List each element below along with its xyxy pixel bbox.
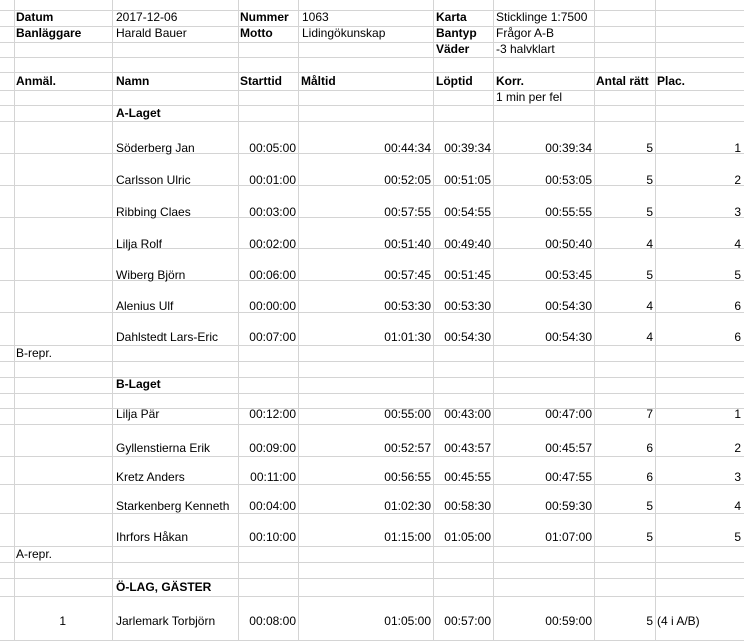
plac-cell[interactable]: 3 bbox=[734, 205, 741, 219]
starttid-cell[interactable]: 00:06:00 bbox=[249, 268, 296, 282]
karta-value[interactable]: Sticklinge 1:7500 bbox=[496, 10, 588, 24]
maltid-cell[interactable]: 00:52:57 bbox=[384, 441, 431, 455]
column-gridline bbox=[298, 0, 299, 640]
starttid-cell[interactable]: 00:08:00 bbox=[249, 614, 296, 628]
row-gridline bbox=[0, 345, 744, 346]
maltid-cell[interactable]: 01:15:00 bbox=[384, 530, 431, 544]
row-gridline bbox=[0, 90, 744, 91]
plac-cell[interactable]: 2 bbox=[734, 441, 741, 455]
section-title[interactable]: Ö-LAG, GÄSTER bbox=[116, 580, 212, 594]
name-cell[interactable]: Dahlstedt Lars-Eric bbox=[116, 330, 219, 344]
plac-cell[interactable]: 1 bbox=[734, 407, 741, 421]
antal-ratt-cell[interactable]: 6 bbox=[646, 441, 653, 455]
row-gridline bbox=[0, 546, 744, 547]
motto-value[interactable]: Lidingökunskap bbox=[302, 26, 386, 40]
loptid-cell[interactable]: 00:54:30 bbox=[444, 330, 491, 344]
name-cell[interactable]: Carlsson Ulric bbox=[116, 173, 191, 187]
starttid-cell[interactable]: 00:11:00 bbox=[250, 470, 296, 484]
name-cell[interactable]: Lilja Rolf bbox=[116, 237, 163, 251]
korr-cell[interactable]: 00:59:00 bbox=[545, 614, 592, 628]
antal-ratt-cell[interactable]: 5 bbox=[646, 499, 653, 513]
section-title[interactable]: B-Laget bbox=[116, 377, 161, 391]
row-gridline bbox=[0, 424, 744, 425]
antal-ratt-cell[interactable]: 4 bbox=[646, 237, 653, 251]
antal-ratt-cell[interactable]: 5 bbox=[646, 141, 653, 155]
name-cell[interactable]: Gyllenstierna Erik bbox=[116, 441, 211, 455]
korr-cell[interactable]: 00:54:30 bbox=[545, 299, 592, 313]
row-gridline bbox=[0, 393, 744, 394]
row-gridline bbox=[0, 57, 744, 58]
row-gridline bbox=[0, 361, 744, 362]
vader-value[interactable]: -3 halvklart bbox=[496, 42, 555, 56]
maltid-cell[interactable]: 00:44:34 bbox=[384, 141, 431, 155]
maltid-cell[interactable]: 00:56:55 bbox=[384, 470, 431, 484]
korr-cell[interactable]: 00:47:55 bbox=[545, 470, 592, 484]
column-gridline bbox=[112, 0, 113, 640]
b-repr-note[interactable]: B-repr. bbox=[16, 346, 53, 360]
antal-ratt-cell[interactable]: 5 bbox=[646, 205, 653, 219]
col-header-anmal[interactable]: Anmäl. bbox=[16, 74, 57, 88]
antal-ratt-cell[interactable]: 5 bbox=[646, 268, 653, 282]
loptid-cell[interactable]: 00:49:40 bbox=[444, 237, 491, 251]
datum-value[interactable]: 2017-12-06 bbox=[116, 10, 178, 24]
maltid-cell[interactable]: 00:57:45 bbox=[384, 268, 431, 282]
name-cell[interactable]: Kretz Anders bbox=[116, 470, 185, 484]
nummer-value[interactable]: 1063 bbox=[302, 10, 329, 24]
loptid-cell[interactable]: 00:54:55 bbox=[444, 205, 491, 219]
column-gridline bbox=[594, 0, 595, 640]
starttid-cell[interactable]: 00:04:00 bbox=[249, 499, 296, 513]
korr-cell[interactable]: 00:55:55 bbox=[545, 205, 592, 219]
anmal-cell[interactable]: 1 bbox=[59, 614, 66, 628]
antal-ratt-cell[interactable]: 5 bbox=[646, 614, 653, 628]
starttid-cell[interactable]: 00:05:00 bbox=[249, 141, 296, 155]
loptid-cell[interactable]: 00:51:45 bbox=[444, 268, 491, 282]
row-gridline bbox=[0, 562, 744, 563]
col-header-namn[interactable]: Namn bbox=[116, 74, 150, 88]
name-cell[interactable]: Wiberg Björn bbox=[116, 268, 186, 282]
plac-cell[interactable]: 5 bbox=[734, 530, 741, 544]
column-gridline bbox=[433, 0, 434, 640]
starttid-cell[interactable]: 00:10:00 bbox=[249, 530, 296, 544]
loptid-cell[interactable]: 01:05:00 bbox=[444, 530, 491, 544]
row-gridline bbox=[0, 578, 744, 579]
row-gridline bbox=[0, 42, 744, 43]
maltid-cell[interactable]: 00:55:00 bbox=[384, 407, 431, 421]
column-gridline bbox=[238, 0, 239, 640]
row-gridline bbox=[0, 484, 744, 485]
name-cell[interactable]: Starkenberg Kenneth bbox=[116, 499, 230, 513]
row-gridline bbox=[0, 72, 744, 73]
korr-cell[interactable]: 00:53:05 bbox=[545, 173, 592, 187]
korr-note[interactable]: 1 min per fel bbox=[496, 90, 563, 104]
name-cell[interactable]: Söderberg Jan bbox=[116, 141, 195, 155]
column-gridline bbox=[655, 0, 656, 640]
plac-cell[interactable]: 6 bbox=[734, 330, 741, 344]
starttid-cell[interactable]: 00:07:00 bbox=[249, 330, 296, 344]
loptid-cell[interactable]: 00:58:30 bbox=[444, 499, 491, 513]
datum-label[interactable]: Datum bbox=[16, 10, 54, 24]
loptid-cell[interactable]: 00:51:05 bbox=[444, 173, 491, 187]
a-repr-note[interactable]: A-repr. bbox=[16, 547, 53, 561]
motto-label[interactable]: Motto bbox=[240, 26, 273, 40]
row-gridline bbox=[0, 105, 744, 106]
maltid-cell[interactable]: 00:52:05 bbox=[384, 173, 431, 187]
loptid-cell[interactable]: 00:57:00 bbox=[444, 614, 491, 628]
starttid-cell[interactable]: 00:03:00 bbox=[249, 205, 296, 219]
col-header-starttid[interactable]: Starttid bbox=[240, 74, 282, 88]
korr-cell[interactable]: 00:39:34 bbox=[545, 141, 592, 155]
maltid-cell[interactable]: 00:51:40 bbox=[384, 237, 431, 251]
loptid-cell[interactable]: 00:39:34 bbox=[444, 141, 491, 155]
korr-cell[interactable]: 00:53:45 bbox=[545, 268, 592, 282]
antal-ratt-cell[interactable]: 7 bbox=[646, 407, 653, 421]
nummer-label[interactable]: Nummer bbox=[240, 10, 289, 24]
row-gridline bbox=[0, 456, 744, 457]
bantyp-value[interactable]: Frågor A-B bbox=[496, 26, 555, 40]
plac-cell[interactable]: 1 bbox=[734, 141, 741, 155]
plac-cell[interactable]: 2 bbox=[734, 173, 741, 187]
antal-ratt-cell[interactable]: 6 bbox=[646, 470, 653, 484]
starttid-cell[interactable]: 00:02:00 bbox=[249, 237, 296, 251]
col-header-antal-ratt[interactable]: Antal rätt bbox=[596, 74, 649, 88]
korr-cell[interactable]: 00:54:30 bbox=[545, 330, 592, 344]
row-gridline bbox=[0, 596, 744, 597]
maltid-cell[interactable]: 01:02:30 bbox=[384, 499, 431, 513]
antal-ratt-cell[interactable]: 5 bbox=[646, 173, 653, 187]
banlaggare-label[interactable]: Banläggare bbox=[16, 26, 82, 40]
maltid-cell[interactable]: 01:01:30 bbox=[384, 330, 431, 344]
maltid-cell[interactable]: 01:05:00 bbox=[384, 614, 431, 628]
plac-cell[interactable]: 6 bbox=[734, 299, 741, 313]
loptid-cell[interactable]: 00:53:30 bbox=[444, 299, 491, 313]
starttid-cell[interactable]: 00:00:00 bbox=[249, 299, 296, 313]
bantyp-label[interactable]: Bantyp bbox=[436, 26, 477, 40]
antal-ratt-cell[interactable]: 4 bbox=[646, 299, 653, 313]
loptid-cell[interactable]: 00:43:57 bbox=[444, 441, 491, 455]
maltid-cell[interactable]: 00:53:30 bbox=[384, 299, 431, 313]
maltid-cell[interactable]: 00:57:55 bbox=[384, 205, 431, 219]
row-gridline bbox=[0, 377, 744, 378]
row-gridline bbox=[0, 121, 744, 122]
antal-ratt-cell[interactable]: 4 bbox=[646, 330, 653, 344]
section-title[interactable]: A-Laget bbox=[116, 106, 161, 120]
starttid-cell[interactable]: 00:09:00 bbox=[249, 441, 296, 455]
row-gridline bbox=[0, 10, 744, 11]
korr-cell[interactable]: 00:45:57 bbox=[545, 441, 592, 455]
col-header-loptid[interactable]: Löptid bbox=[436, 74, 473, 88]
col-header-maltid[interactable]: Måltid bbox=[301, 74, 336, 88]
antal-ratt-cell[interactable]: 5 bbox=[646, 530, 653, 544]
plac-cell[interactable]: 4 bbox=[734, 237, 741, 251]
col-header-korr[interactable]: Korr. bbox=[496, 74, 525, 88]
vader-label[interactable]: Väder bbox=[436, 42, 470, 56]
col-header-plac[interactable]: Plac. bbox=[657, 74, 686, 88]
name-cell[interactable]: Alenius Ulf bbox=[116, 299, 174, 313]
plac-cell[interactable]: 4 bbox=[734, 499, 741, 513]
loptid-cell[interactable]: 00:43:00 bbox=[444, 407, 491, 421]
korr-cell[interactable]: 00:47:00 bbox=[545, 407, 592, 421]
starttid-cell[interactable]: 00:12:00 bbox=[249, 407, 296, 421]
name-cell[interactable]: Lilja Pär bbox=[116, 407, 160, 421]
name-cell[interactable]: Ihrfors Håkan bbox=[116, 530, 189, 544]
name-cell[interactable]: Jarlemark Torbjörn bbox=[116, 614, 216, 628]
name-cell[interactable]: Ribbing Claes bbox=[116, 205, 191, 219]
plac-cell[interactable]: 5 bbox=[734, 268, 741, 282]
korr-cell[interactable]: 01:07:00 bbox=[545, 530, 592, 544]
row-gridline bbox=[0, 513, 744, 514]
karta-label[interactable]: Karta bbox=[436, 10, 467, 24]
column-gridline bbox=[493, 0, 494, 640]
korr-cell[interactable]: 00:50:40 bbox=[545, 237, 592, 251]
plac-cell[interactable]: (4 i A/B) bbox=[657, 614, 700, 628]
plac-cell[interactable]: 3 bbox=[734, 470, 741, 484]
korr-cell[interactable]: 00:59:30 bbox=[545, 499, 592, 513]
starttid-cell[interactable]: 00:01:00 bbox=[249, 173, 296, 187]
banlaggare-value[interactable]: Harald Bauer bbox=[116, 26, 187, 40]
column-gridline bbox=[14, 0, 15, 640]
loptid-cell[interactable]: 00:45:55 bbox=[444, 470, 491, 484]
